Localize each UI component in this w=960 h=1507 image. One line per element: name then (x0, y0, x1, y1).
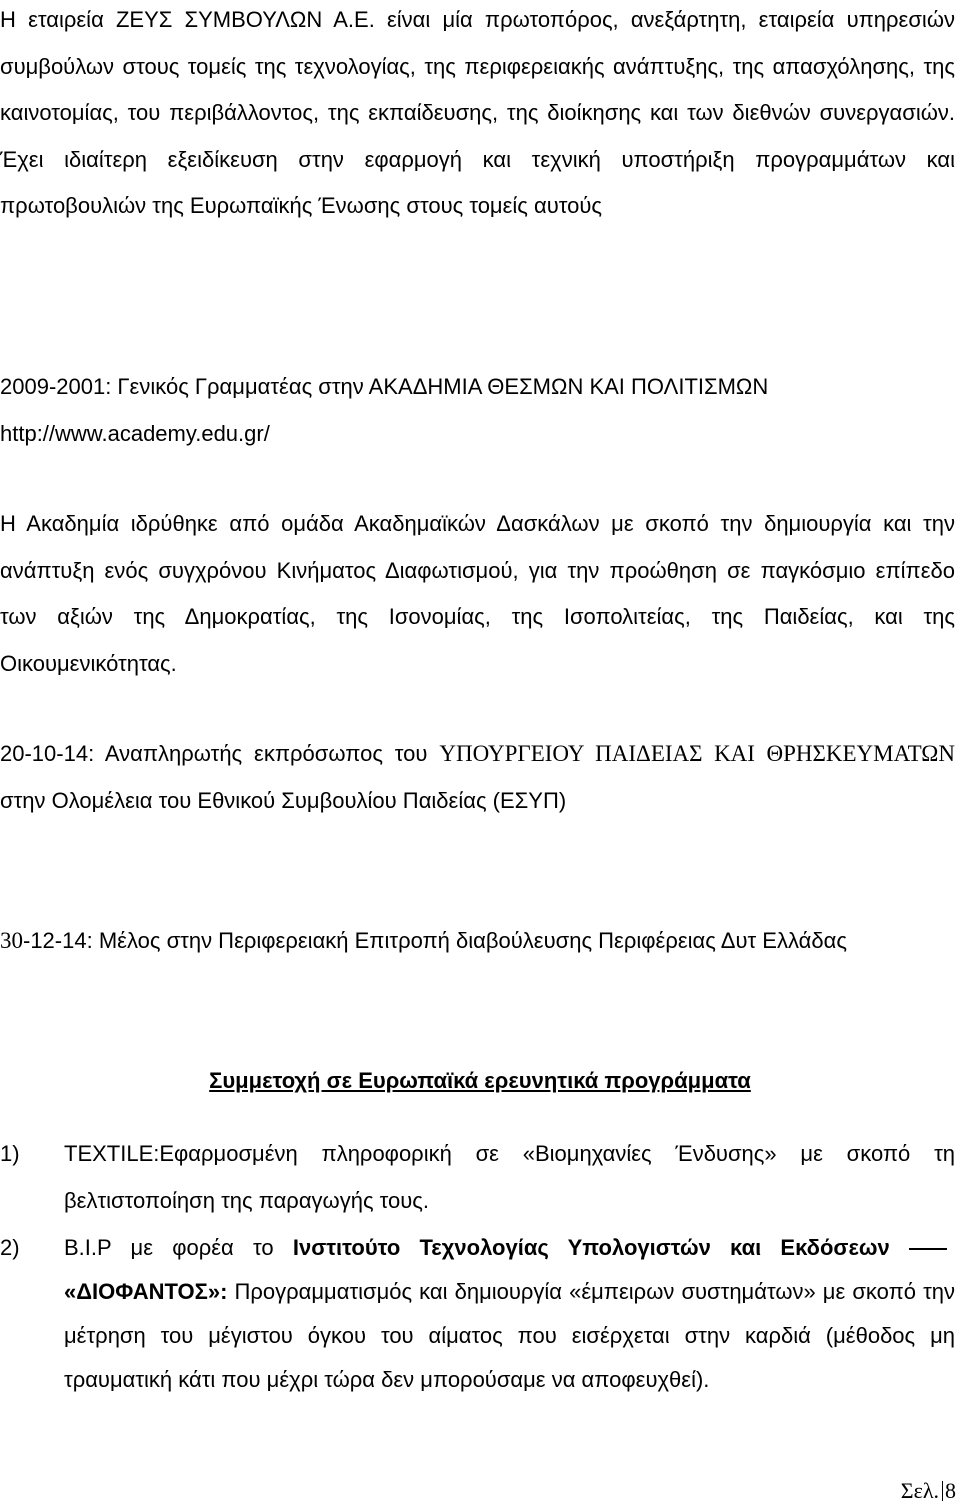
academy-description (0, 501, 955, 687)
region-text: -12-14: Μέλος στην Περιφερειακή Επιτροπή διαβούλευσης Περιφέρειας Δυτ Ελλάδας (23, 928, 847, 953)
project-item-2 (0, 1226, 955, 1402)
academy-role-text: 2009-2001: Γενικός Γραμματέας στην ΑΚΑΔΗΜΙΑ ΘΕΣΜΩΝ ΚΑΙ ΠΟΛΙΤΙΣΜΩΝ (0, 374, 769, 399)
academy-description-text: Η Ακαδημία ιδρύθηκε από ομάδα Ακαδημαϊκών Δασκάλων με σκοπό την δημιουργία και την ανάπτυξη ενός συγχρόνου Κινήματος Διαφωτισμού, για την προώθηση σε παγκόσμιο επίπεδο των αξιών της Δημοκρατίας, της Ισονομίας, της Ισοπολιτείας, της Παιδείας, και της Οικουμενικότητας. (0, 511, 955, 676)
diofantos-name: «ΔΙΟΦΑΝΤΟΣ»: (64, 1279, 228, 1304)
section-heading: Συμμετοχή σε Ευρωπαϊκά ερευνητικά προγράμματα (209, 1068, 751, 1093)
company-text: Η εταιρεία ΖΕΥΣ ΣΥΜΒΟΥΛΩΝ Α.Ε. είναι μία πρωτοπόρος, ανεξάρτητη, εταιρεία υπηρεσιών συμβούλων στους τομείς της τεχνολογίας, της περιφερειακής ανάπτυξης, της απασχόλησης, της καινοτομίας, του περιβάλλοντος, της εκπαίδευσης, της διοίκησης και των διεθνών συνεργασιών. Έχει ιδιαίτερη εξειδίκευση στην εφαρμογή και τεχνική υποστήριξη προγραμμάτων και πρωτοβουλιών της Ευρωπαϊκής Ένωσης στους τομείς αυτούς (0, 7, 955, 218)
project-item-1 (0, 1131, 955, 1224)
project-number: 1) (0, 1141, 20, 1166)
esyp-prefix: 20-10-14: Αναπληρωτής εκπρόσωπος του (0, 741, 440, 766)
project-intro: B.I.P με φορέα το (64, 1235, 293, 1260)
region-date: 30 (0, 928, 23, 953)
esyp-suffix: στην Ολομέλεια του Εθνικού Συμβουλίου Παιδείας (ΕΣΥΠ) (0, 787, 567, 813)
academy-url: http://www.academy.edu.gr/ (0, 420, 270, 446)
project-number: 2) (0, 1235, 20, 1260)
page-label: Σελ. (900, 1478, 939, 1503)
page-number: 8 (945, 1478, 956, 1503)
company-paragraph (0, 0, 955, 230)
project-text (64, 1226, 955, 1402)
project-text: TEXTILE:Εφαρμοσμένη πληροφορική σε «Βιομηχανίες Ένδυσης» με σκοπό τη βελτιστοποίηση της παραγωγής τους. (64, 1141, 955, 1213)
project-description: Προγραμματισμός και δημιουργία «έμπειρων συστημάτων» με σκοπό την μέτρηση του μέγιστου όγκου του αίματος που εισέρχεται στην καρδιά (μέθοδος μη τραυματική κάτι που μέχρι τώρα δεν μπορούσαμε να αποφευχθεί). (64, 1279, 955, 1392)
esyp-paragraph (0, 731, 955, 824)
region-paragraph (0, 918, 955, 965)
footer-divider (942, 1481, 943, 1501)
esyp-ministry: ΥΠΟΥΡΓΕΙΟΥ ΠΑΙΔΕΙΑΣ ΚΑΙ ΘΡΗΣΚΕΥΜΑΤΩΝ (439, 741, 955, 766)
academy-role (0, 364, 955, 457)
page-footer (901, 1478, 956, 1504)
dash-rule (909, 1248, 947, 1250)
institute-name: Ινστιτούτο Τεχνολογίας Υπολογιστών και Εκδόσεων (292, 1235, 890, 1260)
